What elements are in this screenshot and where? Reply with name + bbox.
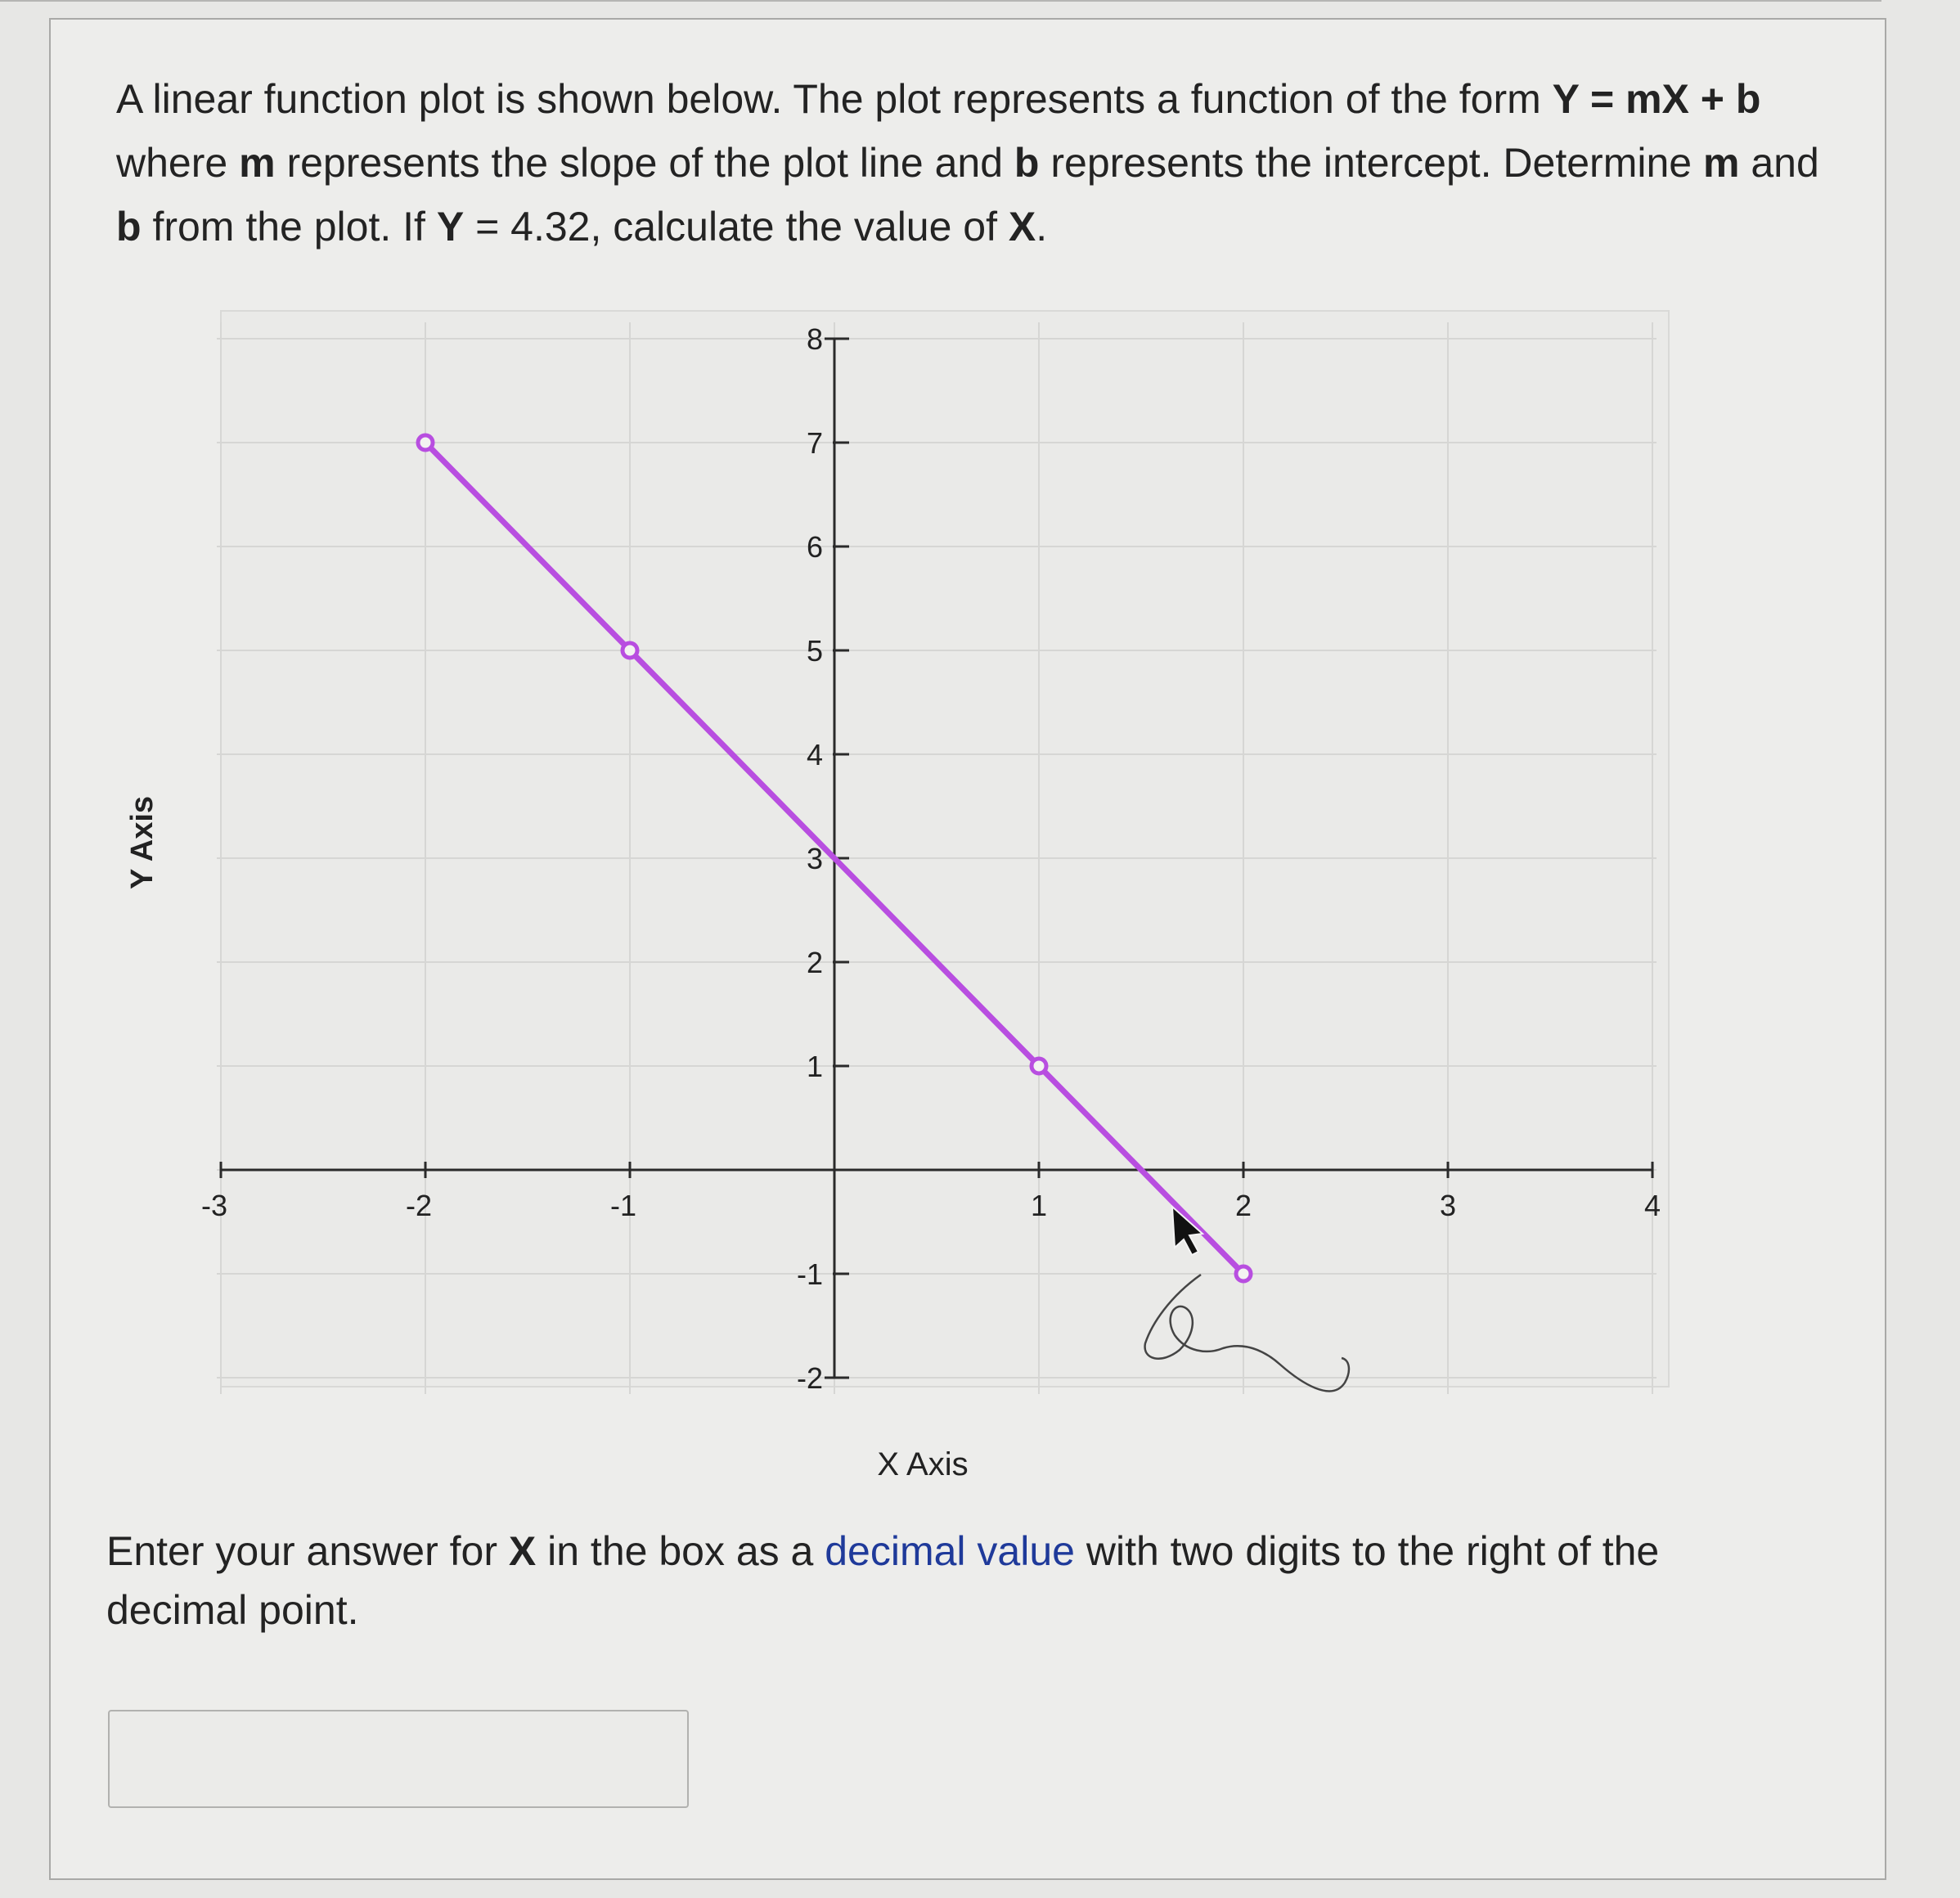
x-tick-label: -2 — [405, 1189, 433, 1222]
y-tick-label: 2 — [806, 946, 823, 979]
decimal-value-link[interactable]: decimal value — [825, 1528, 1075, 1574]
y-tick-label: -1 — [796, 1257, 823, 1291]
y-tick-label: 8 — [806, 322, 823, 356]
data-point — [1032, 1059, 1046, 1073]
answer-input[interactable] — [108, 1710, 689, 1808]
x-axis-label: X Axis — [877, 1446, 969, 1482]
x-tick-label: 2 — [1234, 1189, 1252, 1222]
data-point — [418, 435, 433, 450]
x-tick-label: 4 — [1643, 1189, 1661, 1222]
y-tick-label: 1 — [806, 1050, 823, 1083]
y-tick-label: 6 — [806, 530, 823, 564]
x-tick-label: 3 — [1439, 1189, 1457, 1222]
question-text: A linear function plot is shown below. The plot represents a function of the form Y = mX + b where m represents the slope of the plot line and b represents the intercept. Determine m and b from the plot. If Y = 4.32, calculate the value of X. — [116, 76, 1819, 250]
data-point — [623, 643, 637, 658]
y-tick-label: 5 — [806, 634, 823, 668]
data-point — [1236, 1266, 1251, 1281]
y-tick-label: 7 — [806, 426, 823, 460]
y-tick-label: 3 — [806, 842, 823, 875]
plot-area — [221, 311, 1669, 1387]
y-axis-label: Y Axis — [125, 795, 160, 890]
y-tick-label: 4 — [806, 738, 823, 771]
x-tick-label: -3 — [200, 1189, 228, 1222]
x-tick-label: 1 — [1030, 1189, 1048, 1222]
x-tick-label: -1 — [609, 1189, 637, 1222]
y-tick-label: -2 — [796, 1361, 823, 1395]
instruction-text: Enter your answer for X in the box as a decimal value with two digits to the right of the decimal point. — [106, 1528, 1660, 1633]
